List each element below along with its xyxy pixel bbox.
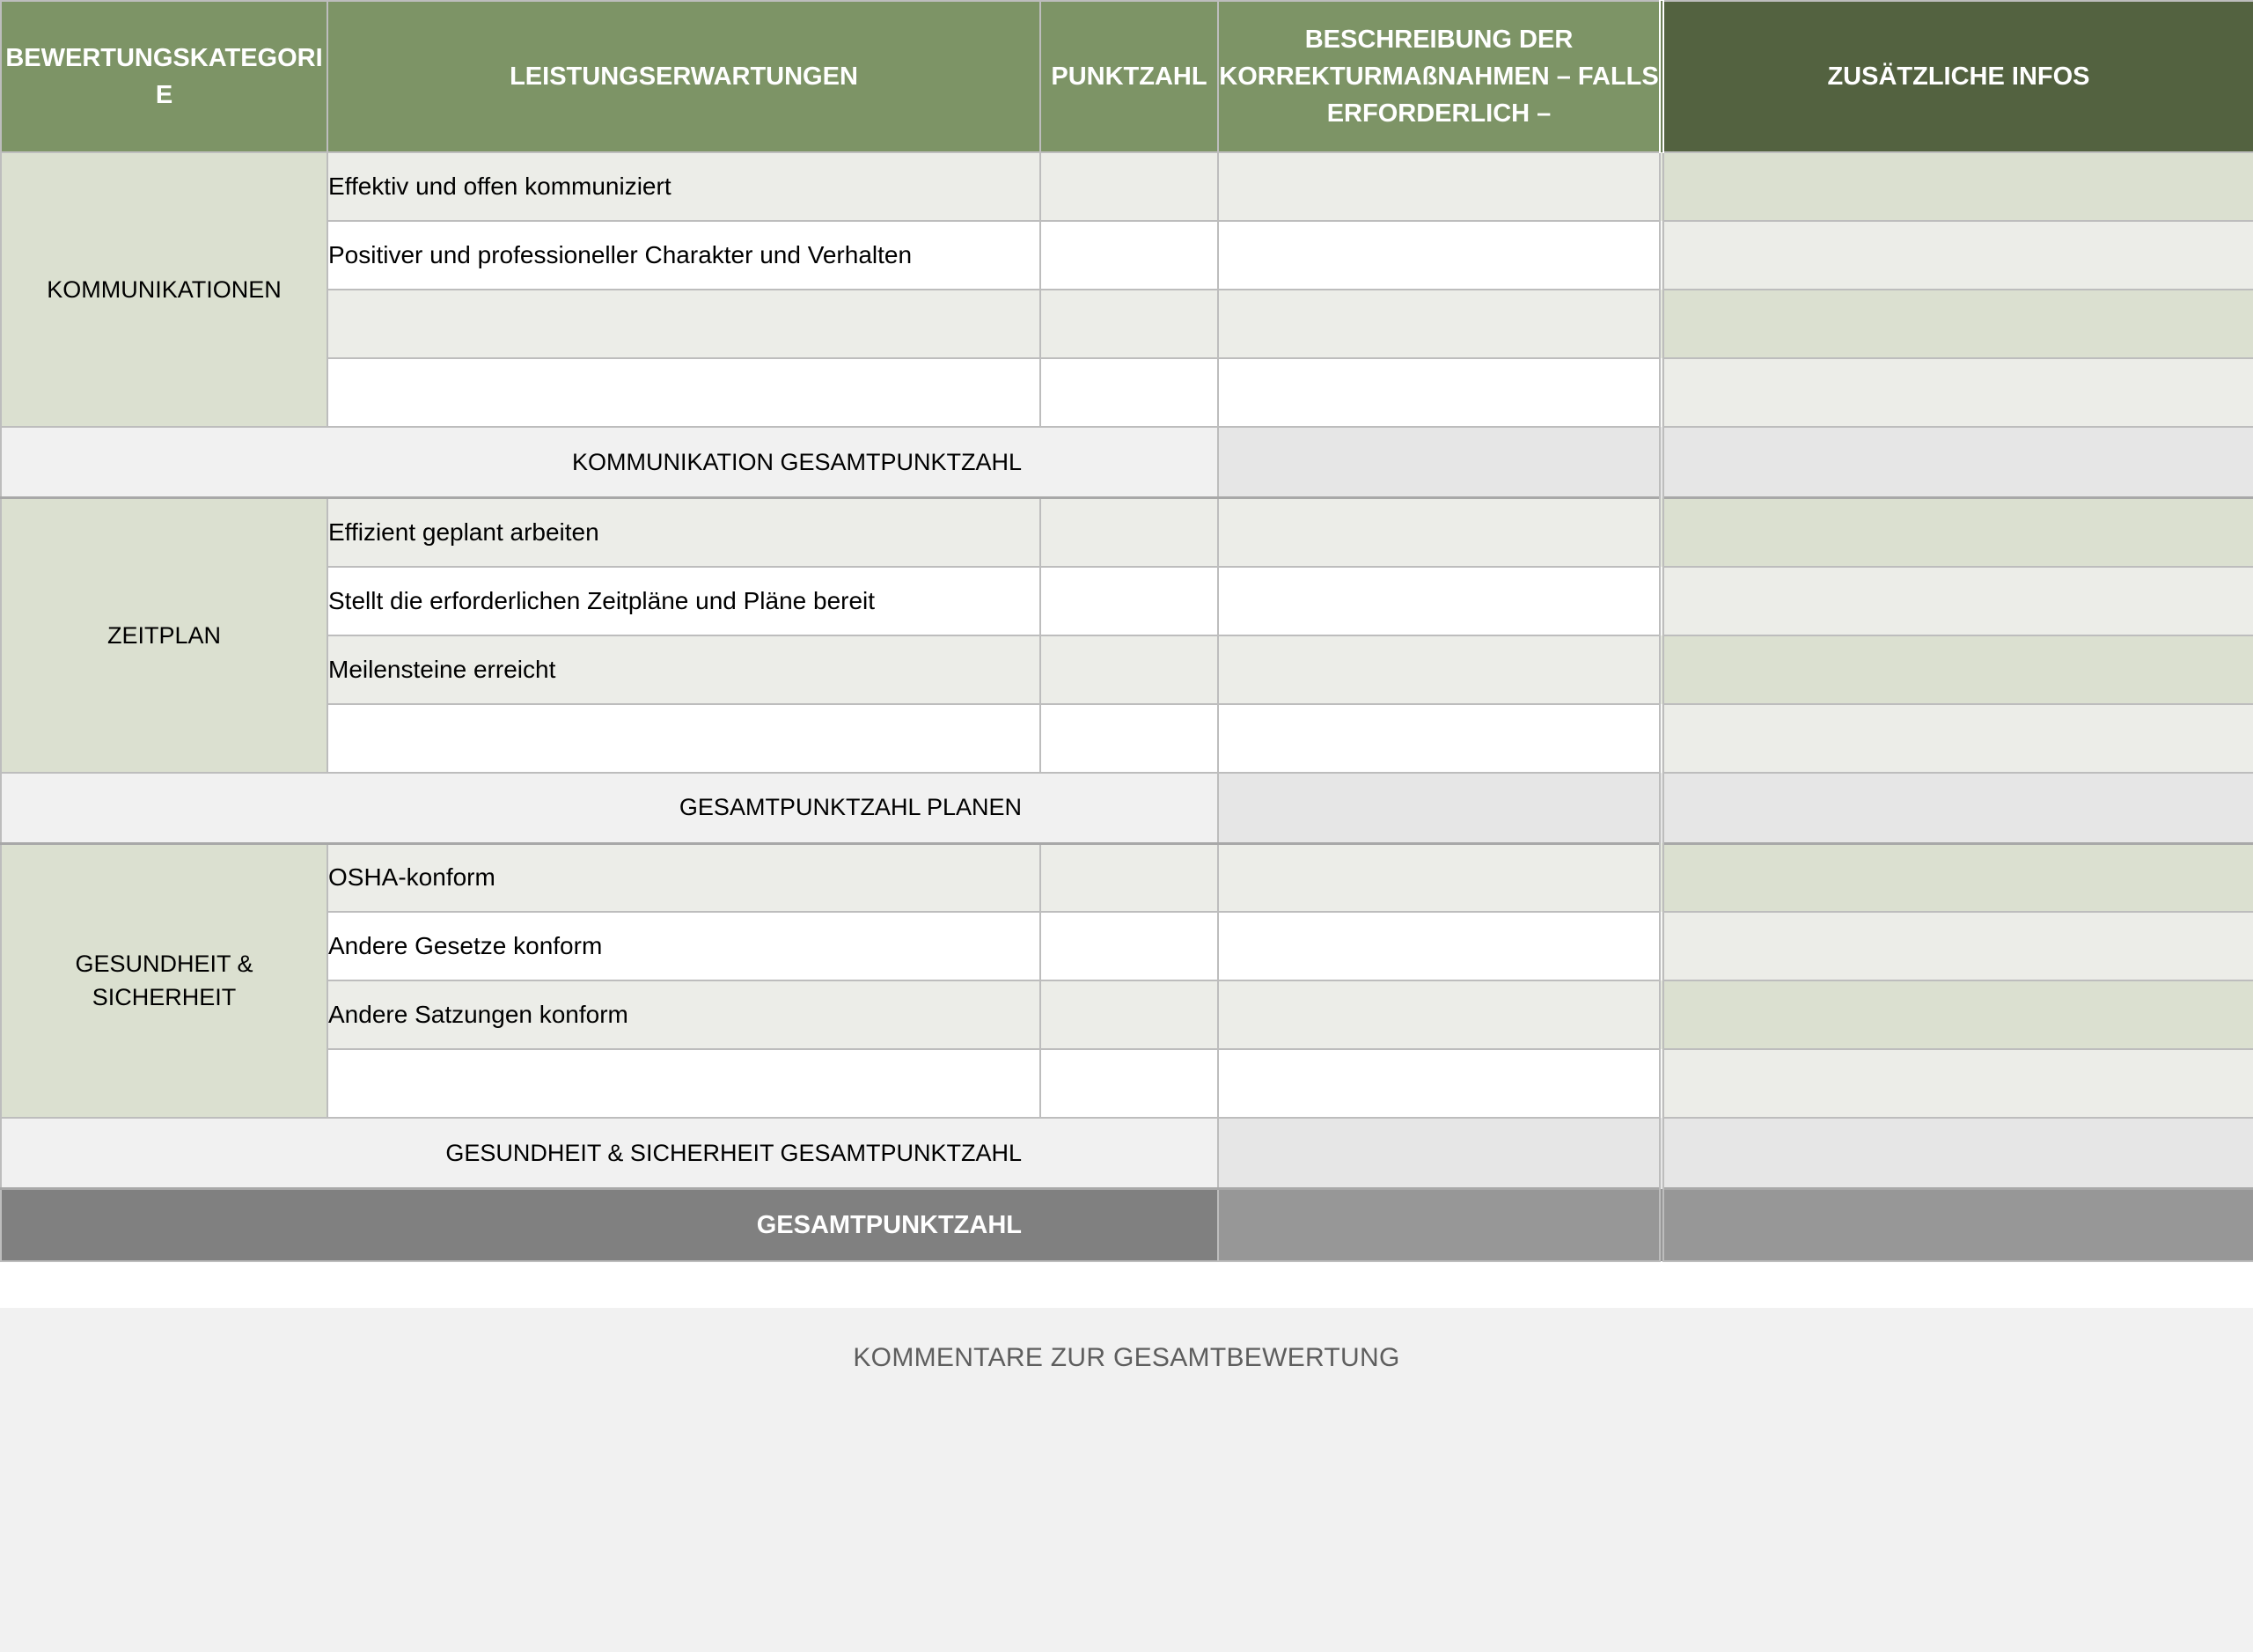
corrective-cell[interactable] bbox=[1218, 843, 1662, 912]
score-cell[interactable] bbox=[1040, 358, 1218, 427]
corrective-cell[interactable] bbox=[1218, 704, 1662, 773]
score-cell[interactable] bbox=[1040, 980, 1218, 1049]
info-cell[interactable] bbox=[1662, 290, 2253, 358]
expectation-cell[interactable] bbox=[327, 1049, 1040, 1118]
corrective-cell[interactable] bbox=[1218, 498, 1662, 567]
score-cell[interactable] bbox=[1040, 498, 1218, 567]
score-cell[interactable] bbox=[1040, 221, 1218, 290]
info-cell[interactable] bbox=[1662, 152, 2253, 221]
header-additional-info: ZUSÄTZLICHE INFOS bbox=[1662, 1, 2253, 152]
expectation-cell[interactable] bbox=[327, 290, 1040, 358]
info-cell[interactable] bbox=[1662, 498, 2253, 567]
expectation-cell[interactable] bbox=[327, 358, 1040, 427]
score-cell[interactable] bbox=[1040, 704, 1218, 773]
expectation-cell[interactable]: Stellt die erforderlichen Zeitpläne und Pläne bereit bbox=[327, 567, 1040, 635]
header-score: PUNKTZAHL bbox=[1040, 1, 1218, 152]
category-cell: GESUNDHEIT & SICHERHEIT bbox=[1, 843, 327, 1118]
corrective-cell[interactable] bbox=[1218, 1049, 1662, 1118]
expectation-cell[interactable]: Andere Gesetze konform bbox=[327, 912, 1040, 980]
subtotal-label: GESAMTPUNKTZAHL PLANEN bbox=[1, 773, 1218, 844]
corrective-cell[interactable] bbox=[1218, 912, 1662, 980]
score-cell[interactable] bbox=[1040, 152, 1218, 221]
info-cell[interactable] bbox=[1662, 567, 2253, 635]
total-score-info[interactable] bbox=[1662, 1189, 2253, 1262]
subtotal-info[interactable] bbox=[1662, 773, 2253, 844]
score-cell[interactable] bbox=[1040, 1049, 1218, 1118]
subtotal-value[interactable] bbox=[1218, 1118, 1662, 1189]
subtotal-value[interactable] bbox=[1218, 427, 1662, 498]
info-cell[interactable] bbox=[1662, 221, 2253, 290]
total-score-value[interactable] bbox=[1218, 1189, 1662, 1262]
corrective-cell[interactable] bbox=[1218, 635, 1662, 704]
comments-box[interactable] bbox=[0, 1308, 2253, 1652]
score-cell[interactable] bbox=[1040, 912, 1218, 980]
info-cell[interactable] bbox=[1662, 704, 2253, 773]
expectation-cell[interactable]: OSHA-konform bbox=[327, 843, 1040, 912]
category-cell: ZEITPLAN bbox=[1, 498, 327, 773]
subtotal-info[interactable] bbox=[1662, 1118, 2253, 1189]
corrective-cell[interactable] bbox=[1218, 567, 1662, 635]
corrective-cell[interactable] bbox=[1218, 290, 1662, 358]
score-cell[interactable] bbox=[1040, 843, 1218, 912]
info-cell[interactable] bbox=[1662, 1049, 2253, 1118]
header-corrective-actions: BESCHREIBUNG DER KORREKTURMAßNAHMEN – FALLS ERFORDERLICH – bbox=[1218, 1, 1662, 152]
expectation-cell[interactable]: Effizient geplant arbeiten bbox=[327, 498, 1040, 567]
subtotal-label: GESUNDHEIT & SICHERHEIT GESAMTPUNKTZAHL bbox=[1, 1118, 1218, 1189]
corrective-cell[interactable] bbox=[1218, 358, 1662, 427]
subtotal-info[interactable] bbox=[1662, 427, 2253, 498]
total-score-label: GESAMTPUNKTZAHL bbox=[1, 1189, 1218, 1262]
expectation-cell[interactable]: Meilensteine erreicht bbox=[327, 635, 1040, 704]
header-expectations: LEISTUNGSERWARTUNGEN bbox=[327, 1, 1040, 152]
category-cell: KOMMUNIKATIONEN bbox=[1, 152, 327, 427]
info-cell[interactable] bbox=[1662, 358, 2253, 427]
subtotal-value[interactable] bbox=[1218, 773, 1662, 844]
info-cell[interactable] bbox=[1662, 635, 2253, 704]
expectation-cell[interactable]: Positiver und professioneller Charakter und Verhalten bbox=[327, 221, 1040, 290]
corrective-cell[interactable] bbox=[1218, 221, 1662, 290]
expectation-cell[interactable]: Andere Satzungen konform bbox=[327, 980, 1040, 1049]
subtotal-label: KOMMUNIKATION GESAMTPUNKTZAHL bbox=[1, 427, 1218, 498]
info-cell[interactable] bbox=[1662, 912, 2253, 980]
comments-title: KOMMENTARE ZUR GESAMTBEWERTUNG bbox=[853, 1343, 1400, 1372]
corrective-cell[interactable] bbox=[1218, 152, 1662, 221]
info-cell[interactable] bbox=[1662, 980, 2253, 1049]
expectation-cell[interactable]: Effektiv und offen kommuniziert bbox=[327, 152, 1040, 221]
score-cell[interactable] bbox=[1040, 635, 1218, 704]
info-cell[interactable] bbox=[1662, 843, 2253, 912]
score-cell[interactable] bbox=[1040, 290, 1218, 358]
corrective-cell[interactable] bbox=[1218, 980, 1662, 1049]
header-category: BEWERTUNGSKATEGORIE bbox=[1, 1, 327, 152]
score-cell[interactable] bbox=[1040, 567, 1218, 635]
expectation-cell[interactable] bbox=[327, 704, 1040, 773]
